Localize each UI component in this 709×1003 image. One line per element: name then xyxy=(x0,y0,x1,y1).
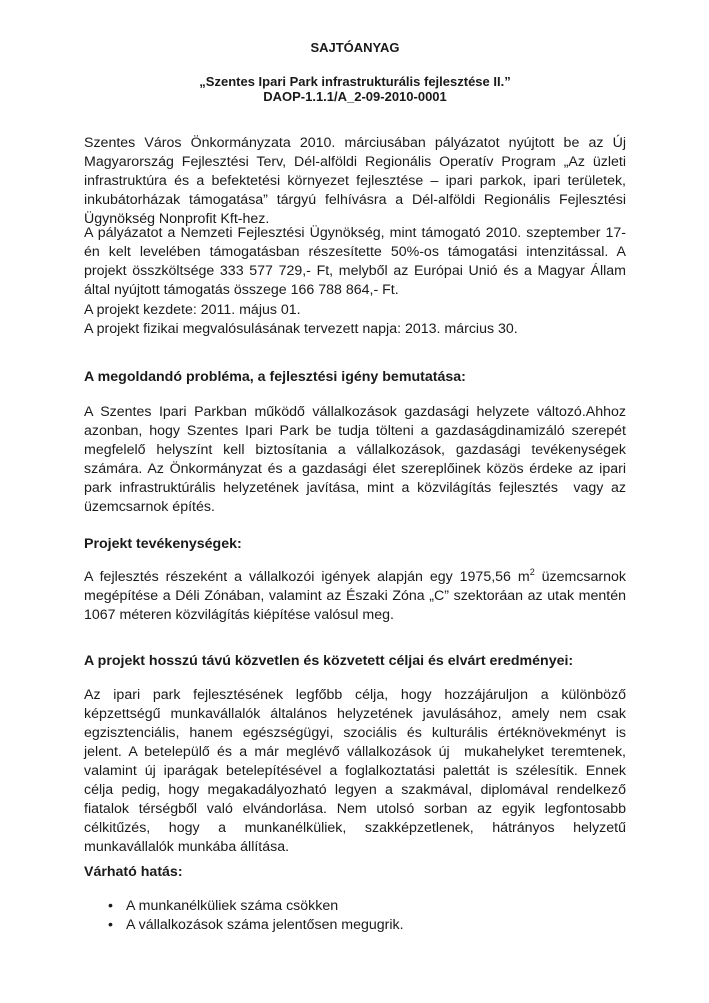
section-heading-goals: A projekt hosszú távú közvetlen és közvetett céljai és elvárt eredményei: xyxy=(84,653,574,669)
text-line: Ügynökség Nonprofit Kft-hez. xyxy=(84,211,270,227)
text-line: fiatalok térségből való elvándorlása. Nem utolsó sorban az egyik legfontosabb xyxy=(84,801,626,817)
text-line: munkavállalók munkába állítása. xyxy=(84,839,290,855)
project-dates xyxy=(84,301,626,339)
list-item-text: A munkanélküliek száma csökken xyxy=(126,898,339,914)
text-line: által nyújtott támogatás összege 166 788 864,- Ft. xyxy=(84,282,399,298)
project-start-date: A projekt kezdete: 2011. május 01. xyxy=(84,302,301,318)
text-line: célkitűzés, hogy a munkanélküliek, szakképzetlenek, hátrányos helyzetű xyxy=(84,820,626,836)
text-line: megfelelő helyszínt kell biztosítania a vállalkozások, gazdasági tevékenységek xyxy=(84,442,626,458)
list-item xyxy=(84,916,626,935)
list-item xyxy=(84,897,626,916)
section-heading-activities: Projekt tevékenységek: xyxy=(84,536,242,552)
text-line: Magyarország Fejlesztési Terv, Dél-alföldi Regionális Operatív Program „Az üzleti xyxy=(84,154,626,170)
text-line: A Szentes Ipari Parkban működő vállalkozások gazdasági helyzete változó.Ahhoz xyxy=(84,404,626,420)
goals-paragraph xyxy=(84,686,626,857)
section-heading-impact: Várható hatás: xyxy=(84,864,183,880)
text-line: Az ipari park fejlesztésének legfőbb célja, hogy hozzájáruljon a különböző xyxy=(84,687,626,703)
text-line: célja pedig, hogy megakadályozható legyen a szakmával, diplomával rendelkező xyxy=(84,782,626,798)
superscript: 2 xyxy=(529,567,535,577)
list-item-text: A vállalkozások száma jelentősen megugrik. xyxy=(126,917,404,933)
project-title: „Szentes Ipari Park infrastrukturális fejlesztése II.” xyxy=(199,74,511,89)
text-line: 1067 méteren közvilágítás kiépítése valósul meg. xyxy=(84,607,394,623)
impact-list-container xyxy=(84,897,626,935)
impact-list xyxy=(84,897,626,935)
text-fragment: A fejlesztés részeként a vállalkozói igények alapján egy 1975,56 m xyxy=(84,569,530,585)
intro-paragraph-1 xyxy=(84,134,626,229)
text-line: én kelt levelében támogatásban részesítette 50%-os támogatási intenzitással. A xyxy=(84,244,626,260)
text-line: képzettségű munkavállalók általános helyzetének javulásához, amely nem csak xyxy=(84,706,626,722)
text-line: azonban, hogy Szentes Ipari Park be tudja tölteni a gazdaságdinamizáló szerepét xyxy=(84,423,626,439)
text-line xyxy=(84,568,626,587)
section-heading-problem: A megoldandó probléma, a fejlesztési igény bemutatása: xyxy=(84,369,466,385)
text-line: Szentes Város Önkormányzata 2010. márciusában pályázatot nyújtott be az Új xyxy=(84,135,626,151)
text-line: infrastruktúra és a befektetési környezet fejlesztése – ipari parkok, ipari területek, xyxy=(84,173,626,189)
text-fragment: üzemcsarnok xyxy=(534,569,627,585)
document-label: SAJTÓANYAG xyxy=(310,40,400,55)
problem-paragraph xyxy=(84,403,626,517)
text-line: valamint új iparágak betelepítésével a foglalkoztatási palettát is szélesítik. Ennek xyxy=(84,763,626,779)
bullet-icon: • xyxy=(108,917,113,933)
text-line: jelent. A betelepülő és a már meglévő vállalkozások új mukahelyket teremtenek, xyxy=(84,744,626,760)
text-line: projekt összköltsége 333 577 729,- Ft, melyből az Európai Unió és a Magyar Állam xyxy=(84,263,626,279)
text-line: inkubátorházak támogatása” tárgyú felhívásra a Dél-alföldi Regionális Fejlesztési xyxy=(84,192,626,208)
project-code: DAOP-1.1.1/A_2-09-2010-0001 xyxy=(263,89,447,104)
text-line: üzemcsarnok építés. xyxy=(84,499,215,515)
text-line: megépítése a Déli Zónában, valamint az Északi Zóna „C” szektoráan az utak mentén xyxy=(84,588,626,604)
intro-paragraph-2 xyxy=(84,224,626,300)
text-line: A pályázatot a Nemzeti Fejlesztési Ügynökség, mint támogató 2010. szeptember 17- xyxy=(84,225,626,241)
text-line: számára. Az Önkormányzat és a gazdasági élet szereplőinek közös érdeke az ipari xyxy=(84,461,626,477)
text-line: park infrastruktúrális helyzetének javítása, mint a közvilágítás fejlesztés vagy az xyxy=(84,480,626,496)
text-line: egzisztenciális, hanem egészségügyi, szociális és kulturális értéknövekményt is xyxy=(84,725,626,741)
bullet-icon: • xyxy=(108,898,113,914)
activities-paragraph xyxy=(84,568,626,625)
project-end-date: A projekt fizikai megvalósulásának tervezett napja: 2013. március 30. xyxy=(84,321,518,337)
